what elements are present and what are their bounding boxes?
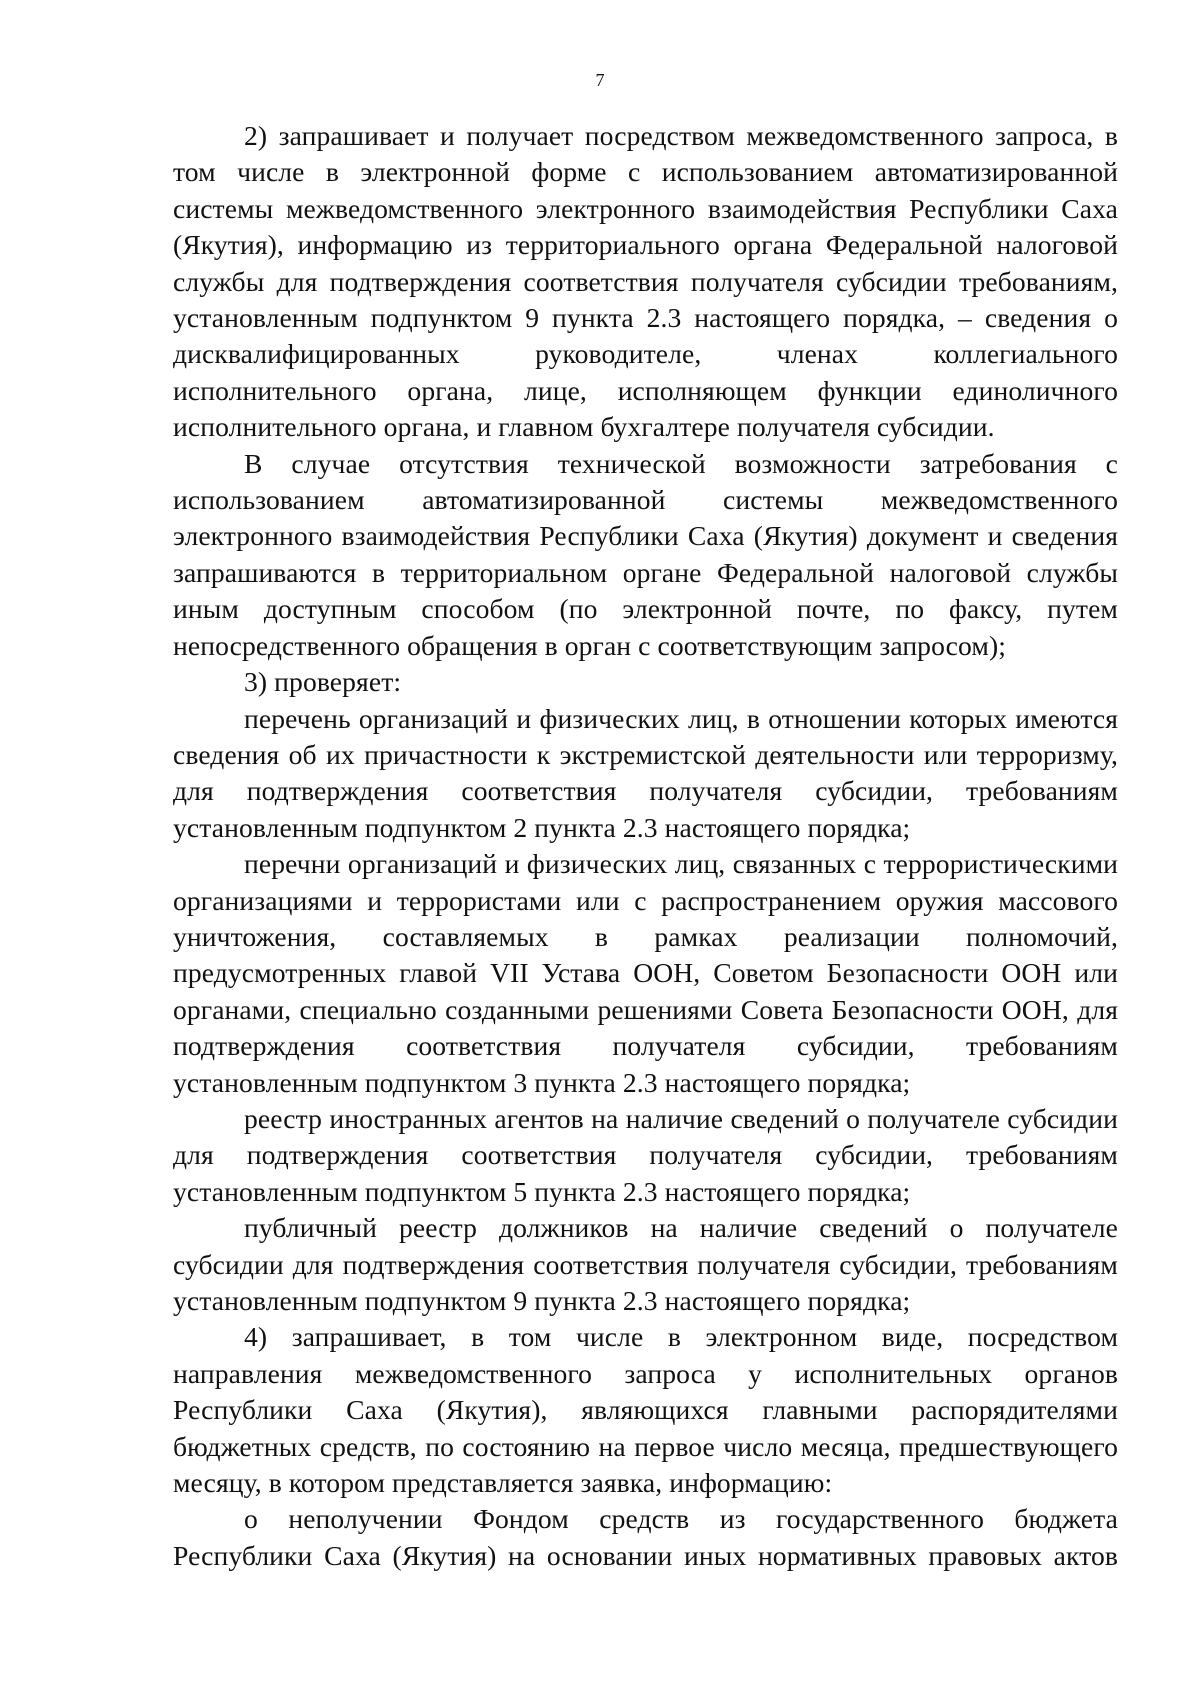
- page-number: 7: [595, 70, 605, 90]
- paragraph-debtors-registry: публичный реестр должников на наличие сведений о получателе субсидии для подтверждения соответствия получателя субсидии, требованиям установленным подпунктом 9 пункта 2.3 настоящего порядка;: [173, 1212, 1118, 1316]
- paragraph-no-technical-possibility: В случае отсутствия технической возможности затребования с использованием автоматизированной системы межведомственного электронного взаимодействия Республики Саха (Якутия) документ и сведения запрашиваются в территориальном органе Федеральной налоговой службы иным доступным способом (по электронной почте, по факсу, путем непосредственного обращения в орган с соответствующим запросом);: [173, 447, 1118, 661]
- paragraph-extremism-list: перечень организаций и физических лиц, в отношении которых имеются сведения об их причастности к экстремистской деятельности или терроризму, для подтверждения соответствия получателя субсидии, требованиям установленным подпунктом 2 пункта 2.3 настоящего порядка;: [173, 702, 1118, 843]
- document-body: [173, 118, 1118, 1574]
- paragraph-foreign-agents-registry: реестр иностранных агентов на наличие сведений о получателе субсидии для подтверждения соответствия получателя субсидии, требованиям установленным подпунктом 5 пункта 2.3 настоящего порядка;: [173, 1102, 1118, 1207]
- paragraph-item-4: 4) запрашивает, в том числе в электронном виде, посредством направления межведомственного запроса у исполнительных органов Республики Саха (Якутия), являющихся главными распорядителями бюджетных средств, по состоянию на первое число месяца, предшествующего месяцу, в котором представляется заявка, информацию:: [173, 1321, 1118, 1499]
- paragraph-terrorism-lists: перечни организаций и физических лиц, связанных с террористическими организациями и террористами или с распространением оружия массового уничтожения, составляемых в рамках реализации полномочий, предусмотренных главой VII Устава ООН, Советом Безопасности ООН или органами, специально созданными решениями Совета Безопасности ООН, для подтверждения соответствия получателя субсидии, требованиям установленным подпунктом 3 пункта 2.3 настоящего порядка;: [173, 848, 1118, 1098]
- paragraph-item-3-heading: 3) проверяет:: [244, 666, 402, 698]
- paragraph-item-2: 2) запрашивает и получает посредством межведомственного запроса, в том числе в электронной форме с использованием автоматизированной системы межведомственного электронного взаимодействия Республики Саха (Якутия), информацию из территориального органа Федеральной налоговой службы для подтверждения соответствия получателя субсидии требованиям, установленным подпунктом 9 пункта 2.3 настоящего порядка, – сведения о дисквалифицированных руководителе, членах коллегиального исполнительного органа, лице, исполняющем функции единоличного исполнительного органа, и главном бухгалтере получателя субсидии.: [173, 120, 1118, 443]
- paragraph-non-receipt-of-funds: о неполучении Фондом средств из государственного бюджета Республики Саха (Якутия) на основании иных нормативных правовых актов: [173, 1503, 1118, 1571]
